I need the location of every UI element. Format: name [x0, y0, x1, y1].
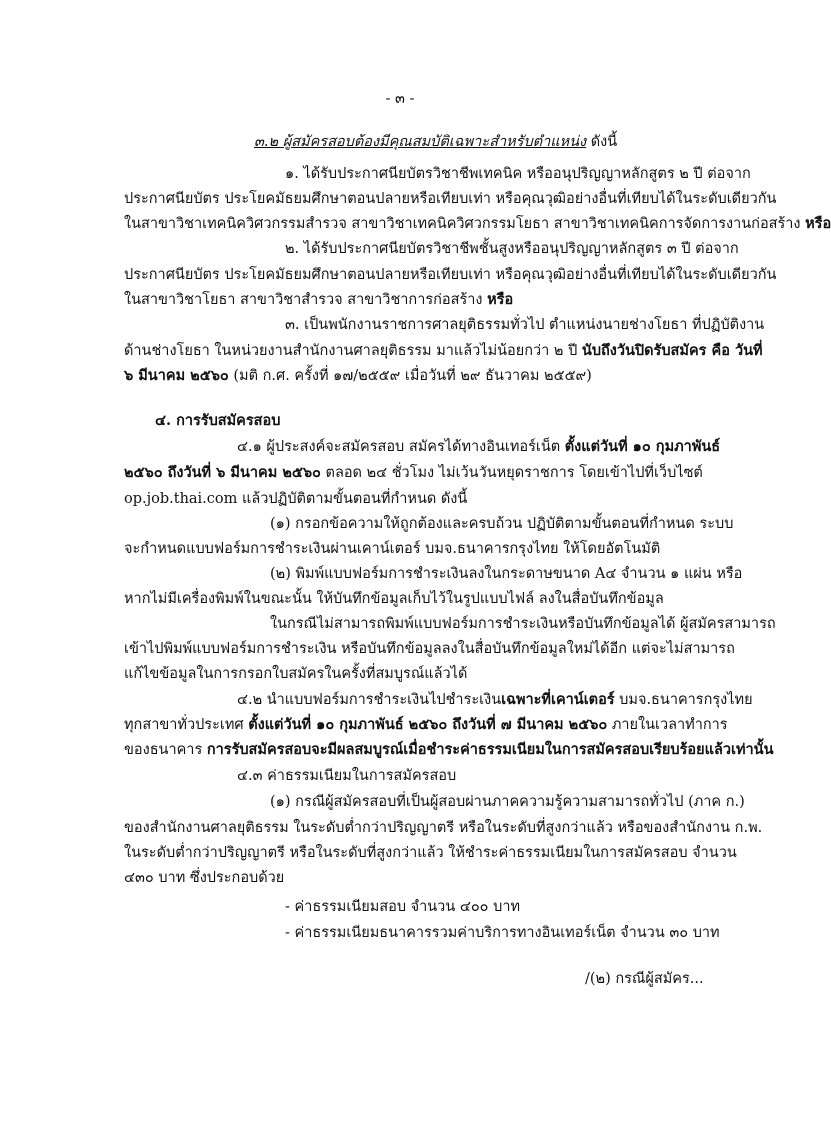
sub-note-line-3: แก้ไขข้อมูลในการกรอกใบสมัครในครั้งที่สมบูรณ์แล้วได้: [124, 666, 468, 682]
p43-1-line-2: ของสำนักงานศาลยุติธรรม ในระดับต่ำกว่าปริญญาตรี หรือในระดับที่สูงกว่าแล้ว หรือของสำนักงาน ก.พ.: [124, 820, 763, 836]
p42-line-1: [237, 689, 753, 711]
sub-1-line-1: (๑) กรอกข้อความให้ถูกต้องและครบถ้วน ปฏิบัติตามขั้นตอนที่กำหนด ระบบ: [270, 516, 734, 532]
p42-line-2: [124, 714, 728, 736]
sub-note-line-1: ในกรณีไม่สามารถพิมพ์แบบฟอร์มการชำระเงินหรือบันทึกข้อมูลได้ ผู้สมัครสามารถ: [270, 616, 776, 632]
item-3-line-2: [124, 340, 763, 362]
p42-line-3: [124, 739, 773, 761]
item-3-resolution: (มติ ก.ศ. ครั้งที่ ๑๗/๒๕๕๙ เมื่อวันที่ ๒๙ ธันวาคม ๒๕๕๙): [228, 368, 592, 384]
sub-1-line-2: จะกำหนดแบบฟอร์มการชำระเงินผ่านเคาน์เตอร์ บมจ.ธนาคารกรุงไทย ให้โดยอัตโนมัติ: [124, 541, 661, 557]
p42-payment-dates: ตั้งแต่วันที่ ๑๐ กุมภาพันธ์ ๒๕๖๐ ถึงวันที่ ๗ มีนาคม ๒๕๖๐: [248, 716, 608, 733]
item-1-line-3-text: ในสาขาวิชาเทคนิควิศวกรรมสำรวจ สาขาวิชาเทคนิควิศวกรรมโยธา สาขาวิชาเทคนิคการจัดการงานก่อสร้าง: [124, 216, 806, 232]
section-3-2-heading-text: ๓.๒ ผู้สมัครสอบต้องมีคุณสมบัติเฉพาะสำหรับตำแหน่ง: [254, 134, 587, 150]
p41-line-2: [124, 462, 703, 484]
item-1-line-2: ประกาศนียบัตร ประโยคมัธยมศึกษาตอนปลายหรือเทียบเท่า หรือคุณวุฒิอย่างอื่นที่เทียบได้ในระดับเดียวกัน: [124, 191, 777, 207]
section-3-2-heading: [254, 131, 617, 153]
p41-line-1-text: ๔.๑ ผู้ประสงค์จะสมัครสอบ สมัครได้ทางอินเทอร์เน็ต: [237, 439, 565, 455]
sub-2-line-1: (๒) พิมพ์แบบฟอร์มการชำระเงินลงในกระดาษขนาด A๔ จำนวน ๑ แผ่น หรือ: [270, 566, 743, 582]
item-2-line-3-text: ในสาขาวิชาโยธา สาขาวิชาสำรวจ สาขาวิชาการก่อสร้าง: [124, 292, 488, 308]
item-3-closing-date: ๖ มีนาคม ๒๕๖๐: [124, 367, 229, 384]
p42-line-1-text: ๔.๒ นำแบบฟอร์มการชำระเงินไปชำระเงิน: [237, 692, 502, 708]
p42-hours: ภายในเวลาทำการ: [607, 717, 728, 733]
p41-end-date: ๒๕๖๐ ถึงวันที่ ๖ มีนาคม ๒๕๖๐: [124, 464, 321, 481]
section-3-2-heading-tail: ดังนี้: [586, 134, 618, 150]
p41-line-2-text: ตลอด ๒๔ ชั่วโมง ไม่เว้นวันหยุดราชการ โดยเข้าไปที่เว็บไซต์: [320, 465, 703, 481]
item-1-line-3: [124, 213, 831, 235]
item-3-line-2-text: ด้านช่างโยธา ในหน่วยงานสำนักงานศาลยุติธรรม มาแล้วไม่น้อยกว่า ๒ ปี: [124, 343, 582, 359]
p42-branches: ทุกสาขาทั่วประเทศ: [124, 717, 249, 733]
item-3-line-3: [124, 365, 592, 387]
section-4-heading: ๔. การรับสมัครสอบ: [155, 412, 281, 429]
item-2-line-2: ประกาศนียบัตร ประโยคมัธยมศึกษาตอนปลายหรือเทียบเท่า หรือคุณวุฒิอย่างอื่นที่เทียบได้ในระดับเดียวกัน: [124, 267, 777, 283]
p42-completion-note: การรับสมัครสอบจะมีผลสมบูรณ์เมื่อชำระค่าธรรมเนียมในการสมัครสอบเรียบร้อยแล้วเท่านั้น: [206, 741, 774, 758]
p42-counter-only: เฉพาะที่เคาน์เตอร์: [501, 691, 615, 708]
sub-note-line-2: เข้าไปพิมพ์แบบฟอร์มการชำระเงิน หรือบันทึกข้อมูลลงในสื่อบันทึกข้อมูลใหม่ได้อีก แต่จะไม่สามารถ: [124, 641, 735, 657]
item-2-line-1: ๒. ได้รับประกาศนียบัตรวิชาชีพชั้นสูงหรืออนุปริญญาหลักสูตร ๓ ปี ต่อจาก: [285, 241, 739, 257]
p43-1-line-3: ในระดับต่ำกว่าปริญญาตรี หรือในระดับที่สูงกว่าแล้ว ให้ชำระค่าธรรมเนียมในการสมัครสอบ จำนวน: [124, 845, 737, 861]
p41-line-3: op.job.thai.com แล้วปฏิบัติตามขั้นตอนที่กำหนด ดังนี้: [124, 491, 468, 507]
p43-heading: ๔.๓ ค่าธรรมเนียมในการสมัครสอบ: [237, 768, 457, 784]
continuation-note: /(๒) กรณีผู้สมัคร...: [585, 971, 704, 987]
item-3-closing-date-label: นับถึงวันปิดรับสมัคร คือ วันที่: [581, 342, 763, 359]
p43-1-line-1: (๑) กรณีผู้สมัครสอบที่เป็นผู้สอบผ่านภาคความรู้ความสามารถทั่วไป (ภาค ก.): [270, 794, 745, 810]
page-number: - ๓ -: [385, 91, 415, 107]
p42-bank: บมจ.ธนาคารกรุงไทย: [614, 692, 753, 708]
fee-bank: - ค่าธรรมเนียมธนาคารรวมค่าบริการทางอินเทอร์เน็ต จำนวน ๓๐ บาท: [285, 925, 720, 941]
fee-exam: - ค่าธรรมเนียมสอบ จำนวน ๔๐๐ บาท: [285, 899, 521, 915]
item-2-or: หรือ: [487, 291, 514, 308]
item-3-line-1: ๓. เป็นพนักงานราชการศาลยุติธรรมทั่วไป ตำแหน่งนายช่างโยธา ที่ปฏิบัติงาน: [285, 317, 765, 333]
p42-bank-label: ของธนาคาร: [124, 742, 207, 758]
p41-line-1: [237, 436, 720, 458]
item-1-or: หรือ: [805, 215, 831, 232]
p41-start-date: ตั้งแต่วันที่ ๑๐ กุมภาพันธ์: [564, 438, 721, 455]
sub-2-line-2: หากไม่มีเครื่องพิมพ์ในขณะนั้น ให้บันทึกข้อมูลเก็บไว้ในรูปแบบไฟล์ ลงในสื่อบันทึกข้อมูล: [124, 591, 664, 607]
p43-1-line-4: ๔๓๐ บาท ซึ่งประกอบด้วย: [124, 870, 285, 886]
item-2-line-3: [124, 289, 513, 311]
item-1-line-1: ๑. ได้รับประกาศนียบัตรวิชาชีพเทคนิค หรืออนุปริญญาหลักสูตร ๒ ปี ต่อจาก: [285, 166, 751, 182]
